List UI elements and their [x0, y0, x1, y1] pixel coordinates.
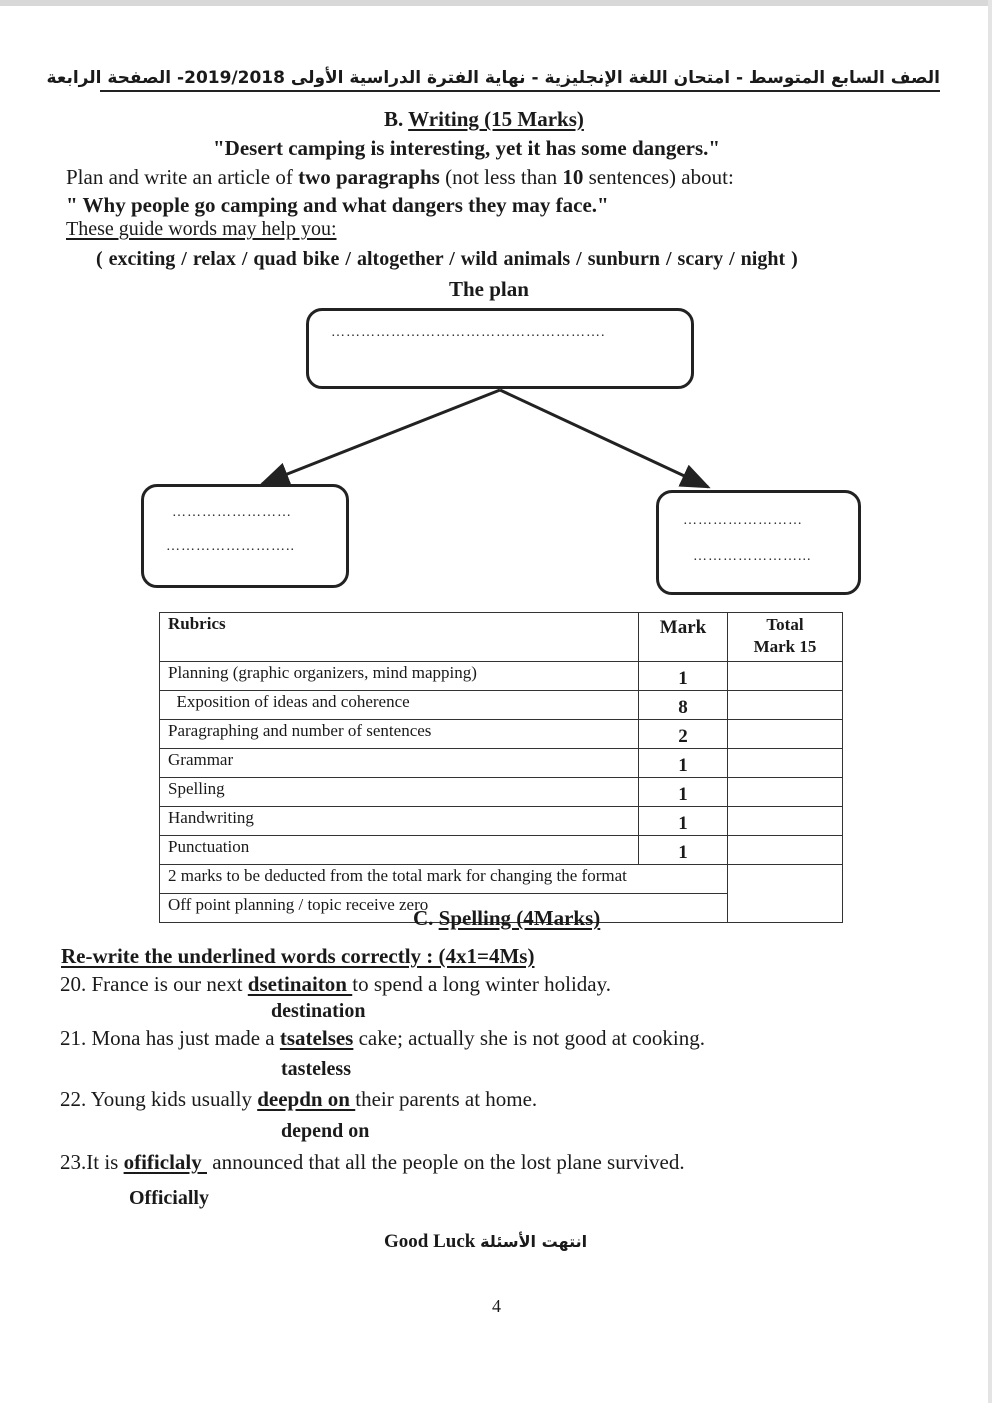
rubric-row	[160, 662, 843, 691]
instruction-text-e: sentences) about:	[583, 165, 734, 189]
plan-title: The plan	[449, 277, 529, 301]
item-text-after: cake; actually she is not good at cooking.	[353, 1026, 706, 1050]
spelling-title: Spelling (4Marks)	[438, 906, 601, 930]
rubric-mark: 1	[639, 778, 728, 807]
plan-dots-right-1: ……………………	[683, 513, 803, 528]
good-luck-text: Good Luck	[384, 1231, 476, 1252]
spelling-item-21	[60, 1026, 705, 1051]
plan-dots-left-1: ……………………	[172, 505, 292, 520]
rubric-criterion: Paragraphing and number of sentences	[160, 720, 639, 749]
rubric-mark: 1	[639, 662, 728, 691]
rubric-mark: 1	[639, 749, 728, 778]
rubric-total-cell	[728, 778, 843, 807]
instruction-text-b: two paragraphs	[298, 165, 440, 189]
rubric-header-total	[728, 613, 843, 662]
rubric-total-cell	[728, 865, 843, 923]
item-misspelled-word: dsetinaiton	[247, 972, 353, 996]
rubric-criterion: Spelling	[160, 778, 639, 807]
writing-section-title	[384, 107, 584, 132]
rubric-row	[160, 691, 843, 720]
rubric-note-row	[160, 865, 843, 894]
rubric-table	[159, 612, 843, 923]
rubric-note-1: 2 marks to be deducted from the total mark for changing the format	[160, 865, 728, 894]
instruction-text-c: (not less than	[439, 165, 563, 189]
rubric-total-cell	[728, 720, 843, 749]
item-number: 21.	[60, 1026, 87, 1050]
rubric-total-cell	[728, 691, 843, 720]
rubric-total-cell	[728, 836, 843, 865]
spelling-section-title	[413, 906, 600, 931]
rubric-total-cell	[728, 807, 843, 836]
rubric-row	[160, 749, 843, 778]
writing-title-prefix: B.	[384, 107, 404, 131]
spelling-title-prefix: C.	[413, 906, 434, 930]
item-number: 20.	[60, 972, 87, 996]
rubric-criterion: Handwriting	[160, 807, 639, 836]
item-text-before: It is	[86, 1150, 124, 1174]
rubric-row	[160, 836, 843, 865]
rubric-criterion: Planning (graphic organizers, mind mapping)	[160, 662, 639, 691]
writing-topic: " Why people go camping and what dangers they may face."	[66, 193, 609, 217]
rubric-note-2: Off point planning / topic receive zero	[160, 894, 728, 923]
spelling-instruction: Re-write the underlined words correctly : (4x1=4Ms)	[61, 944, 535, 968]
rubric-header-total-1: Total	[766, 615, 804, 634]
rubric-mark: 1	[639, 836, 728, 865]
guide-words: ( exciting / relax / quad bike / altogether / wild animals / sunburn / scary / night )	[96, 248, 798, 270]
plan-dots-top: ……………………………………………….	[331, 325, 606, 340]
writing-quote: "Desert camping is interesting, yet it has some dangers."	[213, 136, 721, 160]
spelling-answer-23: Officially	[129, 1187, 209, 1209]
guide-words-label: These guide words may help you:	[66, 218, 337, 240]
rubric-row	[160, 778, 843, 807]
plan-box-top	[306, 308, 694, 389]
plan-dots-left-2: ……………………..	[166, 539, 295, 554]
spelling-item-22	[60, 1087, 537, 1112]
rubric-header-row	[160, 613, 843, 662]
plan-dots-right-2: …………………...	[693, 549, 812, 564]
rubric-mark: 8	[639, 691, 728, 720]
scan-edge-top	[0, 0, 992, 6]
rubric-total-cell	[728, 662, 843, 691]
instruction-text-d: 10	[562, 165, 584, 189]
rubric-total-cell	[728, 749, 843, 778]
rubric-header-total-2: Mark 15	[753, 637, 817, 656]
item-number: 22.	[60, 1087, 87, 1111]
writing-title: Writing (15 Marks)	[408, 107, 584, 131]
rubric-mark: 1	[639, 807, 728, 836]
plan-box-right	[656, 490, 861, 595]
item-text-before: France is our next	[86, 972, 248, 996]
item-text-after: to spend a long winter holiday.	[352, 972, 611, 996]
arrow-right	[500, 390, 708, 487]
rubric-mark: 2	[639, 720, 728, 749]
spelling-answer-21: tasteless	[281, 1058, 351, 1080]
item-number: 23.	[60, 1150, 87, 1174]
instruction-text-a: Plan and write an article of	[66, 165, 299, 189]
item-text-after: announced that all the people on the lost plane survived.	[207, 1150, 685, 1174]
item-text-after: their parents at home.	[355, 1087, 538, 1111]
item-text-before: Mona has just made a	[86, 1026, 280, 1050]
rubric-header-rubrics: Rubrics	[160, 613, 639, 662]
rubric-row	[160, 720, 843, 749]
rubric-criterion: Grammar	[160, 749, 639, 778]
spelling-item-23	[60, 1150, 685, 1175]
arrow-left	[262, 390, 500, 484]
page-header-arabic: الصف السابع المتوسط - امتحان اللغة الإنجليزية - نهاية الفترة الدراسية الأولى 2019/2018- الصفحة الرابعة	[100, 68, 940, 92]
spelling-item-20	[60, 972, 611, 997]
spelling-answer-22: depend on	[281, 1120, 370, 1142]
page-number: 4	[492, 1296, 501, 1316]
writing-instruction	[66, 165, 734, 190]
spelling-answer-20: destination	[271, 1000, 366, 1022]
item-misspelled-word: deepdn on	[257, 1087, 356, 1111]
item-text-before: Young kids usually	[86, 1087, 258, 1111]
plan-box-left	[141, 484, 349, 588]
arabic-end-text: انتهت الأسئلة	[480, 1232, 588, 1251]
rubric-criterion: Exposition of ideas and coherence	[160, 691, 639, 720]
footer-good-luck	[384, 1231, 587, 1253]
item-misspelled-word: tsatelses	[279, 1026, 354, 1050]
rubric-criterion: Punctuation	[160, 836, 639, 865]
item-misspelled-word: ofificlaly	[123, 1150, 207, 1174]
scan-edge-right	[988, 0, 992, 1403]
rubric-header-mark: Mark	[639, 613, 728, 662]
rubric-row	[160, 807, 843, 836]
